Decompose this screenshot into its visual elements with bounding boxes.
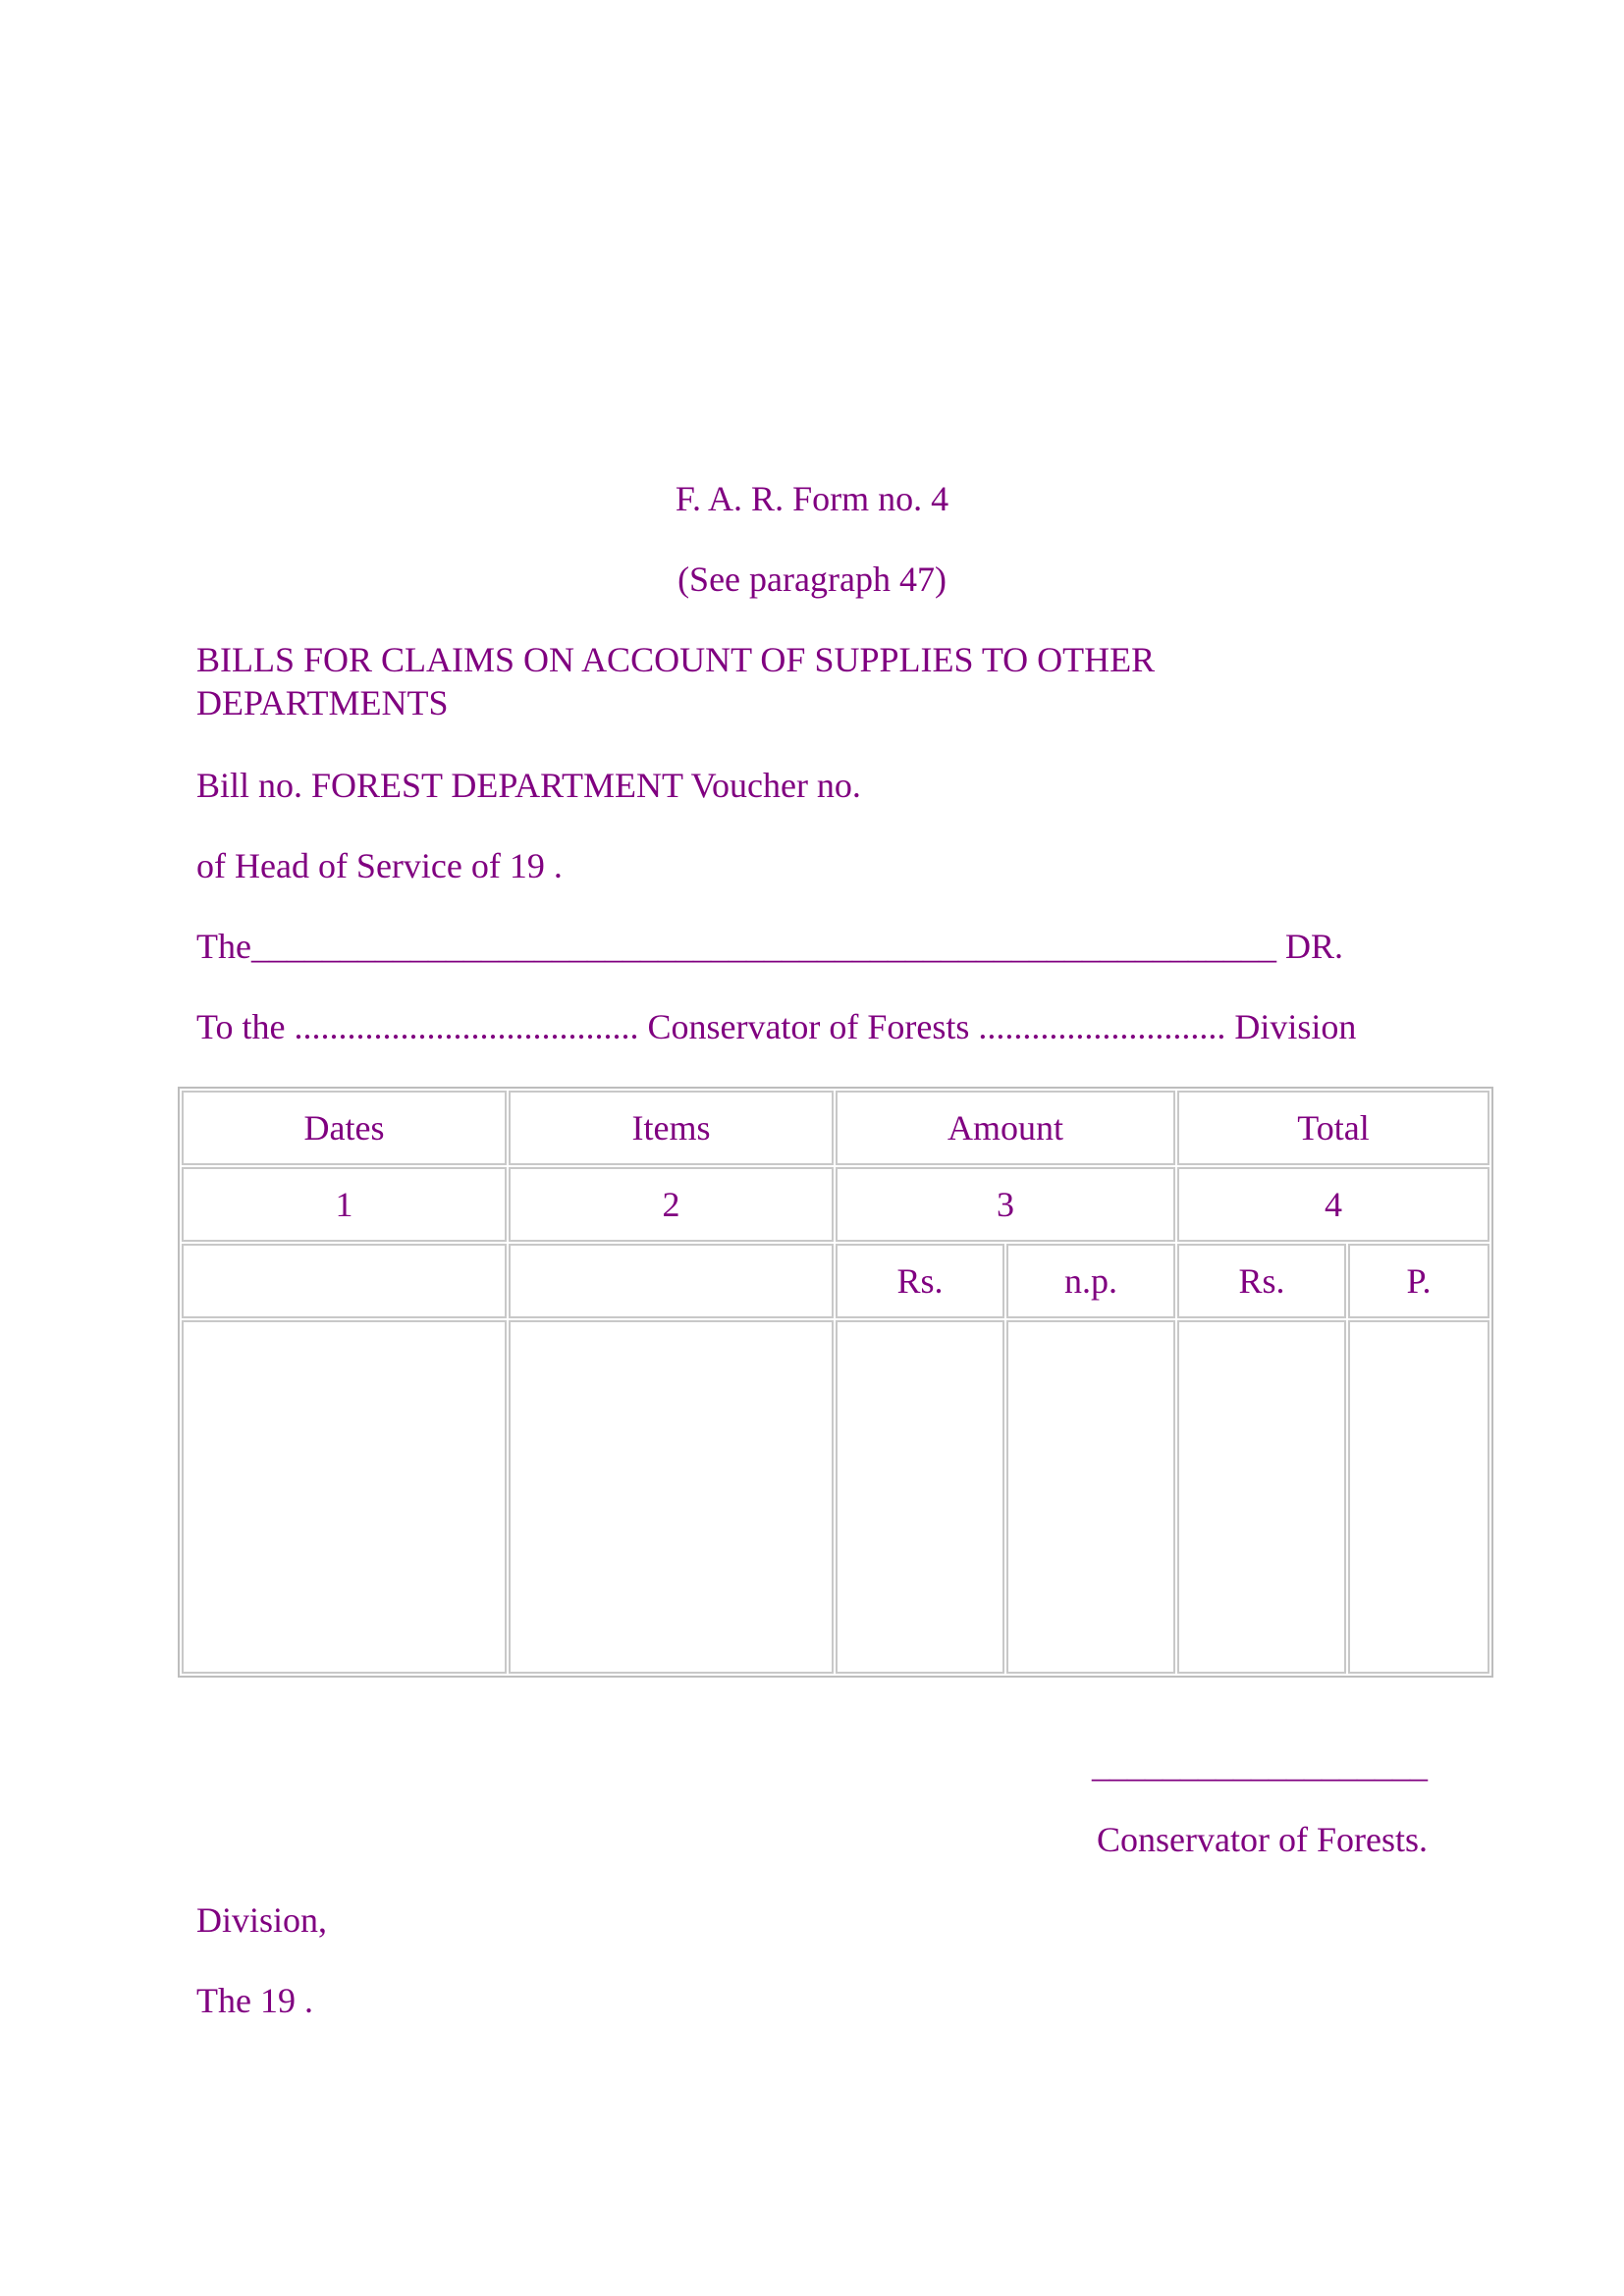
body-cell-total-paise: [1348, 1320, 1489, 1674]
body-cell-dates: [182, 1320, 507, 1674]
signature-line: ___________________: [1092, 1745, 1428, 1785]
division-line: Division,: [196, 1900, 328, 1940]
subheader-items: [509, 1244, 834, 1318]
column-number-1: 1: [182, 1167, 507, 1242]
body-cell-items: [509, 1320, 834, 1674]
table-header-row: [182, 1091, 1489, 1165]
header-amount: Amount: [836, 1091, 1175, 1165]
addressee-line: To the ....................................... Conservator of Forests ............................ Division: [196, 1007, 1357, 1046]
table-body-row: [182, 1320, 1489, 1674]
column-number-3: 3: [836, 1167, 1175, 1242]
subheader-total-paise: P.: [1348, 1244, 1489, 1318]
column-number-2: 2: [509, 1167, 834, 1242]
table-subheader-row: [182, 1244, 1489, 1318]
date-line: The 19 .: [196, 1981, 313, 2020]
body-cell-amount-paise: [1006, 1320, 1175, 1674]
header-total: Total: [1177, 1091, 1489, 1165]
subheader-amount-paise: n.p.: [1006, 1244, 1175, 1318]
head-of-service-line: of Head of Service of 19 .: [196, 846, 563, 885]
form-title: F. A. R. Form no. 4: [675, 479, 949, 518]
body-cell-amount-rupees: [836, 1320, 1004, 1674]
header-dates: Dates: [182, 1091, 507, 1165]
signatory-title: Conservator of Forests.: [1097, 1820, 1428, 1859]
bill-number-line: Bill no. FOREST DEPARTMENT Voucher no.: [196, 766, 861, 805]
subheader-dates: [182, 1244, 507, 1318]
form-reference: (See paragraph 47): [677, 560, 947, 599]
form-heading: BILLS FOR CLAIMS ON ACCOUNT OF SUPPLIES TO OTHER DEPARTMENTS: [196, 640, 1156, 722]
body-cell-total-rupees: [1177, 1320, 1346, 1674]
header-items: Items: [509, 1091, 834, 1165]
column-number-4: 4: [1177, 1167, 1489, 1242]
debtor-line: The__________________________________________________________ DR.: [196, 927, 1343, 966]
subheader-total-rupees: Rs.: [1177, 1244, 1346, 1318]
bill-table: [178, 1087, 1493, 1678]
subheader-amount-rupees: Rs.: [836, 1244, 1004, 1318]
table-number-row: [182, 1167, 1489, 1242]
